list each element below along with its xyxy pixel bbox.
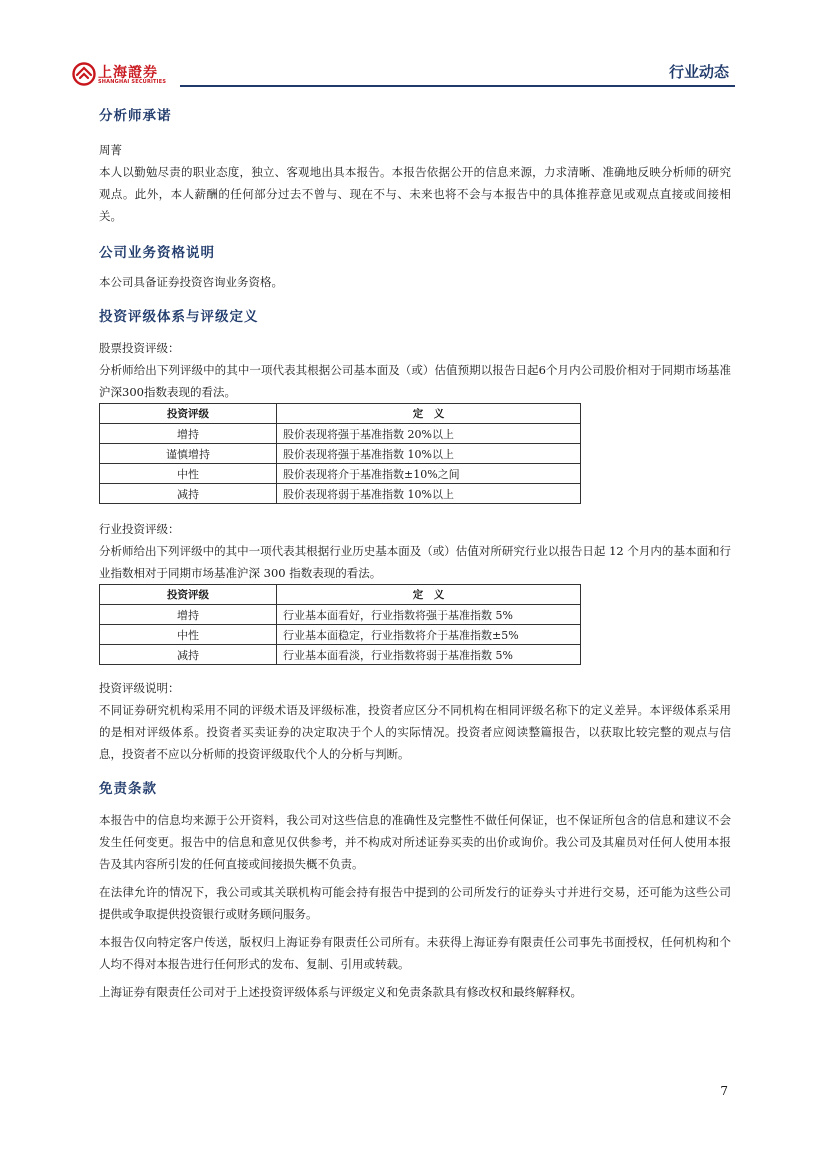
logo-chinese-name: 上海證券 [98, 65, 158, 81]
definition-cell: 行业基本面稳定，行业指数将介于基准指数±5% [277, 625, 581, 645]
table-row [100, 464, 581, 484]
table-header-cell: 投资评级 [100, 585, 277, 605]
definition-cell: 股价表现将介于基准指数±10%之间 [277, 464, 581, 484]
table-header-cell: 投资评级 [100, 404, 277, 424]
stock-rating-table [99, 403, 581, 504]
page-number: 7 [720, 1084, 728, 1098]
table-header-row [100, 585, 581, 605]
definition-cell: 行业基本面看淡，行业指数将弱于基准指数 5% [277, 645, 581, 665]
rating-note-label: 投资评级说明： [99, 681, 180, 695]
definition-cell: 股价表现将强于基准指数 20%以上 [277, 424, 581, 444]
analyst-name: 周菁 [99, 143, 122, 157]
rating-cell: 增持 [100, 424, 277, 444]
table-row [100, 444, 581, 464]
disclaimer-title: 免责条款 [99, 781, 157, 797]
table-row [100, 625, 581, 645]
rating-note-text: 不同证券研究机构采用不同的评级术语及评级标准，投资者应区分不同机构在相同评级名称下的定义差异。本评级体系采用的是相对评级体系。投资者买卖证券的决定取决于个人的实际情况。投资者应阅读整篇报告，以获取比较完整的观点与信息，投资者不应以分析师的投资评级取代个人的分析与判断。 [99, 703, 731, 761]
table-header-cell: 定 义 [277, 404, 581, 424]
qualification-title: 公司业务资格说明 [99, 245, 215, 261]
qualification-text: 本公司具备证券投资咨询业务资格。 [99, 275, 283, 289]
industry-rating-description: 分析师给出下列评级中的其中一项代表其根据行业历史基本面及（或）估值对所研究行业以报告日起 12 个月内的基本面和行业指数相对于同期市场基准沪深 300 指数表现的看法。 [99, 544, 731, 580]
table-row [100, 424, 581, 444]
rating-cell: 减持 [100, 484, 277, 504]
header-divider [180, 85, 735, 87]
rating-cell: 谨慎增持 [100, 444, 277, 464]
rating-system-title: 投资评级体系与评级定义 [99, 309, 259, 325]
definition-cell: 股价表现将强于基准指数 10%以上 [277, 444, 581, 464]
table-row [100, 605, 581, 625]
table-row [100, 484, 581, 504]
logo-emblem-icon [72, 62, 96, 86]
analyst-commitment-text: 本人以勤勉尽责的职业态度，独立、客观地出具本报告。本报告依据公开的信息来源，力求清晰、准确地反映分析师的研究观点。此外，本人薪酬的任何部分过去不曾与、现在不与、未来也将不会与本报告中的具体推荐意见或观点直接或间接相关。 [99, 165, 731, 223]
disclaimer-paragraph: 上海证券有限责任公司对于上述投资评级体系与评级定义和免责条款具有修改权和最终解释权。 [99, 985, 582, 999]
analyst-commitment-title: 分析师承诺 [99, 108, 172, 124]
company-logo [72, 62, 172, 90]
rating-cell: 中性 [100, 625, 277, 645]
disclaimer-paragraph: 本报告中的信息均来源于公开资料，我公司对这些信息的准确性及完整性不做任何保证，也不保证所包含的信息和建议不会发生任何变更。报告中的信息和意见仅供参考，并不构成对所述证券买卖的出价或询价。我公司及其雇员对任何人使用本报告及其内容所引发的任何直接或间接损失概不负责。 [99, 813, 731, 871]
table-header-row [100, 404, 581, 424]
report-type-label: 行业动态 [668, 63, 729, 81]
logo-english-name: SHANGHAI SECURITIES [98, 79, 167, 85]
rating-cell: 中性 [100, 464, 277, 484]
industry-rating-table [99, 584, 581, 665]
definition-cell: 行业基本面看好，行业指数将强于基准指数 5% [277, 605, 581, 625]
page-content [99, 100, 731, 1003]
definition-cell: 股价表现将弱于基准指数 10%以上 [277, 484, 581, 504]
table-row [100, 645, 581, 665]
table-header-cell: 定 义 [277, 585, 581, 605]
rating-cell: 增持 [100, 605, 277, 625]
rating-cell: 减持 [100, 645, 277, 665]
stock-rating-label: 股票投资评级： [99, 341, 180, 355]
stock-rating-description: 分析师给出下列评级中的其中一项代表其根据公司基本面及（或）估值预期以报告日起6个月内公司股价相对于同期市场基准沪深300指数表现的看法。 [99, 363, 731, 399]
disclaimer-paragraph: 在法律允许的情况下，我公司或其关联机构可能会持有报告中提到的公司所发行的证券头寸并进行交易，还可能为这些公司提供或争取提供投资银行或财务顾问服务。 [99, 885, 731, 921]
industry-rating-label: 行业投资评级： [99, 522, 180, 536]
disclaimer-paragraph: 本报告仅向特定客户传送，版权归上海证券有限责任公司所有。未获得上海证券有限责任公司事先书面授权，任何机构和个人均不得对本报告进行任何形式的发布、复制、引用或转载。 [99, 935, 731, 971]
